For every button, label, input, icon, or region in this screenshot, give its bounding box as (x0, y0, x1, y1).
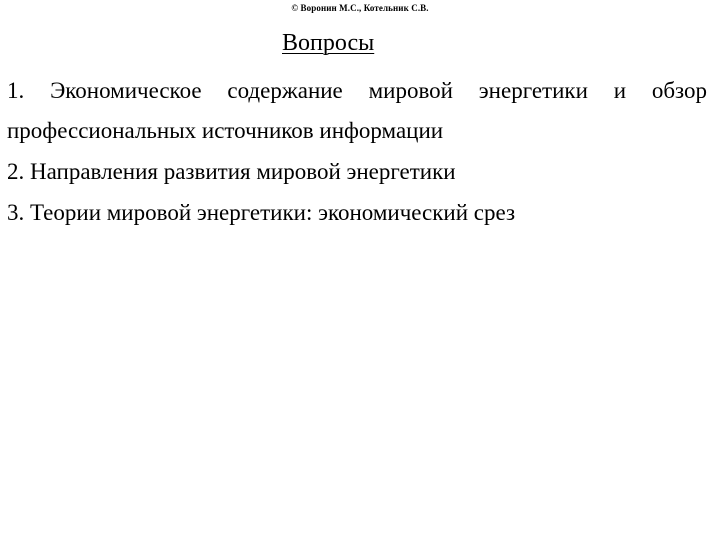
copyright-notice: © Воронин М.С., Котельник С.В. (291, 3, 429, 13)
question-list (7, 71, 707, 233)
question-item-1: 1. Экономическое содержание мировой энергетики и обзор профессиональных источников информации (7, 78, 707, 143)
question-item-3: 3. Теории мировой энергетики: экономический срез (7, 200, 516, 225)
question-item-2: 2. Направления развития мировой энергетики (7, 159, 456, 184)
slide-title: Вопросы (282, 30, 375, 56)
